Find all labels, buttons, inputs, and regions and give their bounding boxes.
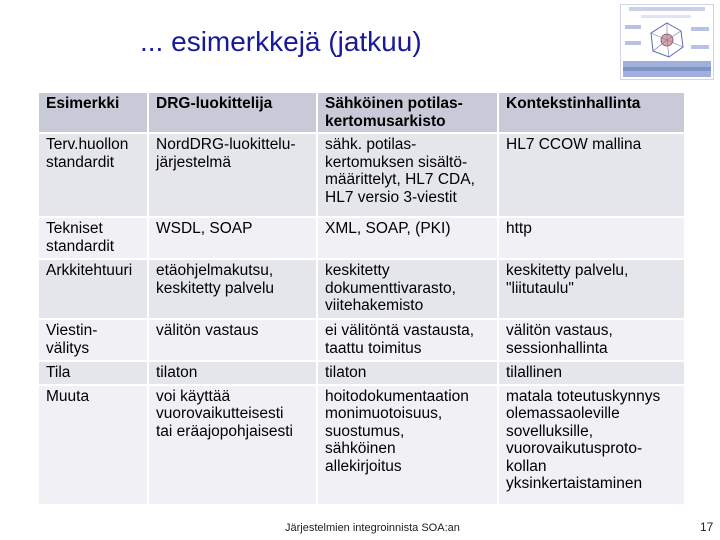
table-cell: keskitetty palvelu, "liitutaulu" — [498, 259, 685, 319]
network-diagram-icon — [621, 5, 713, 79]
table-cell: XML, SOAP, (PKI) — [317, 217, 498, 259]
table-cell: välitön vastaus, sessionhallinta — [498, 319, 685, 361]
row-header: Arkkitehtuuri — [38, 259, 148, 319]
table-row — [38, 385, 685, 505]
table-cell: matala toteutuskynnys olemassaoleville sovelluksille, vuorovaikutusproto- kollan yksinkertaistaminen — [498, 385, 685, 505]
table-cell: hoitodokumentaation monimuotoisuus, suostumus, sähköinen allekirjoitus — [317, 385, 498, 505]
row-header: Tekniset standardit — [38, 217, 148, 259]
table-cell: HL7 CCOW mallina — [498, 133, 685, 217]
diagram-thumbnail — [620, 4, 714, 80]
table-cell: http — [498, 217, 685, 259]
column-header-potilaskertomusarkisto: Sähköinen potilas- kertomusarkisto — [317, 92, 498, 133]
table-cell: etäohjelmakutsu, keskitetty palvelu — [148, 259, 317, 319]
table-cell: ei välitöntä vastausta, taattu toimitus — [317, 319, 498, 361]
table-cell: keskitetty dokumenttivarasto, viitehakemisto — [317, 259, 498, 319]
table-row — [38, 361, 685, 385]
slide-footer: Järjestelmien integroinnista SOA:an — [285, 522, 460, 534]
comparison-table — [37, 91, 686, 506]
slide-title: ... esimerkkejä (jatkuu) — [140, 26, 422, 57]
page-number: 17 — [700, 520, 714, 534]
column-header-drg-luokittelija: DRG-luokittelija — [148, 92, 317, 133]
row-header: Terv.huollon standardit — [38, 133, 148, 217]
row-header: Muuta — [38, 385, 148, 505]
row-header: Viestin- välitys — [38, 319, 148, 361]
table-row — [38, 217, 685, 259]
table-cell: tilaton — [317, 361, 498, 385]
table-cell: voi käyttää vuorovaikutteisesti tai eräajopohjaisesti — [148, 385, 317, 505]
row-header: Tila — [38, 361, 148, 385]
table-row — [38, 319, 685, 361]
table-header-row — [38, 92, 685, 133]
comparison-table-container — [37, 91, 684, 506]
table-cell: sähk. potilas- kertomuksen sisältö- määrittelyt, HL7 CDA, HL7 versio 3-viestit — [317, 133, 498, 217]
column-header-esimerkki: Esimerkki — [38, 92, 148, 133]
table-row — [38, 259, 685, 319]
table-cell: WSDL, SOAP — [148, 217, 317, 259]
table-row — [38, 133, 685, 217]
table-cell: tilaton — [148, 361, 317, 385]
table-cell: välitön vastaus — [148, 319, 317, 361]
table-cell: tilallinen — [498, 361, 685, 385]
column-header-kontekstinhallinta: Kontekstinhallinta — [498, 92, 685, 133]
table-cell: NordDRG-luokittelu- järjestelmä — [148, 133, 317, 217]
